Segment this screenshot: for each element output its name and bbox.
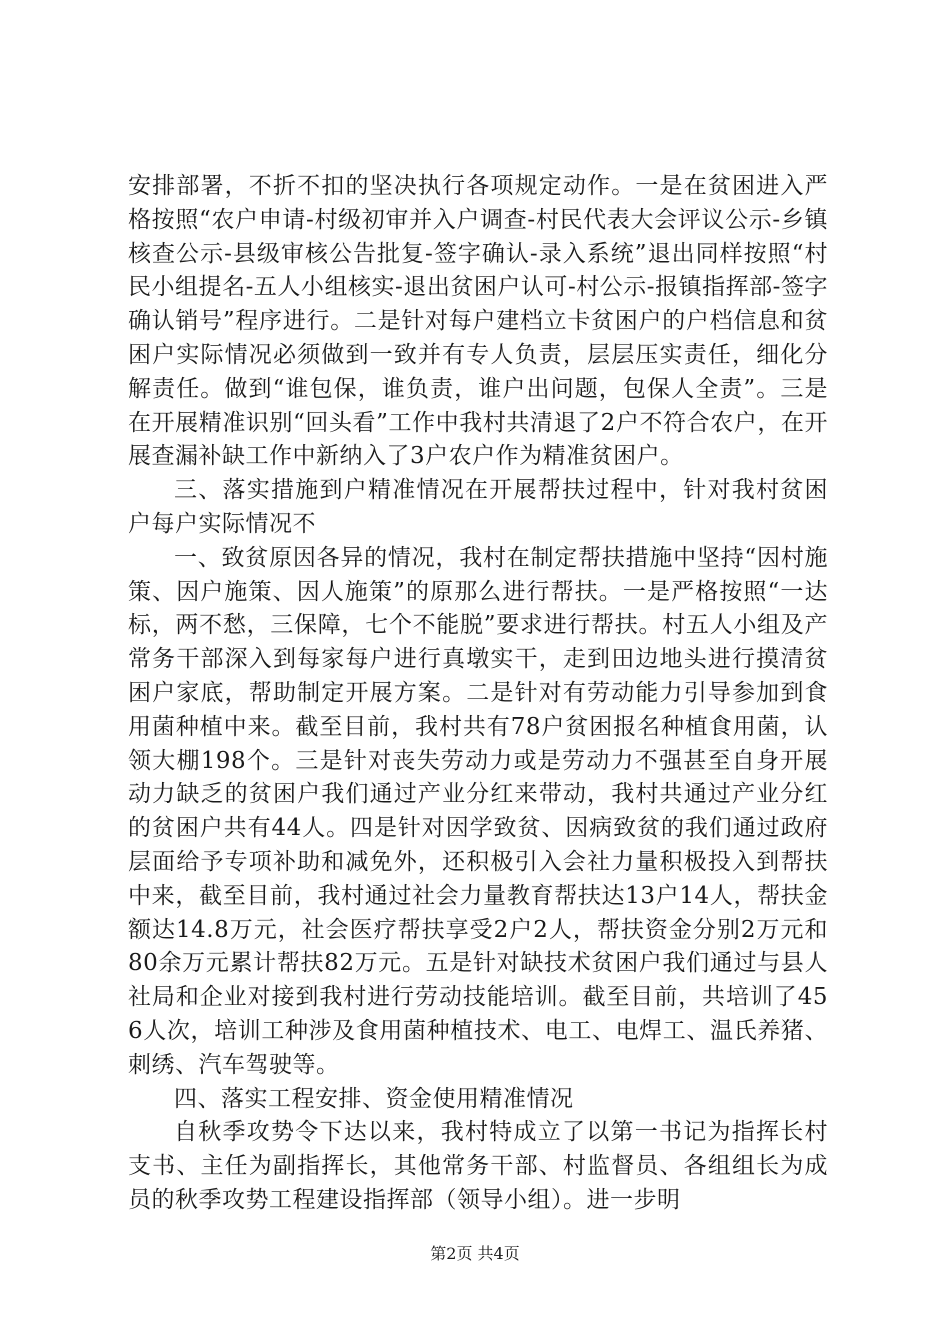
page-number-footer: 第2页 共4页 [430,1244,520,1263]
paragraph-5: 自秋季攻势令下达以来，我村特成立了以第一书记为指挥长村支书、主任为副指挥长，其他常务干部、村监督员、各组组长为成员的秋季攻势工程建设指挥部（领导小组）。进一步明 [128,1119,828,1213]
document-body [128,170,828,1218]
paragraph-1: 安排部署，不折不扣的坚决执行各项规定动作。一是在贫困进入严格按照“农户申请-村级初审并入户调查-村民代表大会评议公示-乡镇核查公示-县级审核公告批复-签字确认-录入系统”退出同样按照“村民小组提名-五人小组核实-退出贫困户认可-村公示-报镇指挥部-签字确认销号”程序进行。二是针对每户建档立卡贫困户的户档信息和贫困户实际情况必须做到一致并有专人负责，层层压实责任，细化分解责任。做到“谁包保，谁负责，谁户出问题，包保人全责”。三是在开展精准识别“回头看”工作中我村共清退了2户不符合农户，在开展查漏补缺工作中新纳入了3户农户作为精准贫困户。 [128,173,828,470]
paragraph-2: 三、落实措施到户精准情况在开展帮扶过程中，针对我村贫困户每户实际情况不 [128,477,828,537]
paragraph-3: 一、致贫原因各异的情况，我村在制定帮扶措施中坚持“因村施策、因户施策、因人施策”的原那么进行帮扶。一是严格按照“一达标，两不愁，三保障，七个不能脱”要求进行帮扶。村五人小组及产常务干部深入到每家每户进行真墩实干，走到田边地头进行摸清贫困户家底，帮助制定开展方案。二是针对有劳动能力引导参加到食用菌种植中来。截至目前，我村共有78户贫困报名种植食用菌，认领大棚198个。三是针对丧失劳动力或是劳动力不强甚至自身开展动力缺乏的贫困户我们通过产业分红来带动，我村共通过产业分红的贫困户共有44人。四是针对因学致贫、因病致贫的我们通过政府层面给予专项补助和减免外，还积极引入会社力量积极投入到帮扶中来，截至目前，我村通过社会力量教育帮扶达13户14人，帮扶金额达14.8万元，社会医疗帮扶享受2户2人，帮扶资金分别2万元和80余万元累计帮扶82万元。五是针对缺技术贫困户我们通过与县人社局和企业对接到我村进行劳动技能培训。截至目前，共培训了456人次，培训工种涉及食用菌种植技术、电工、电焊工、温氏养猪、刺绣、汽车驾驶等。 [128,544,828,1078]
paragraph-4: 四、落实工程安排、资金使用精准情况 [174,1085,574,1112]
